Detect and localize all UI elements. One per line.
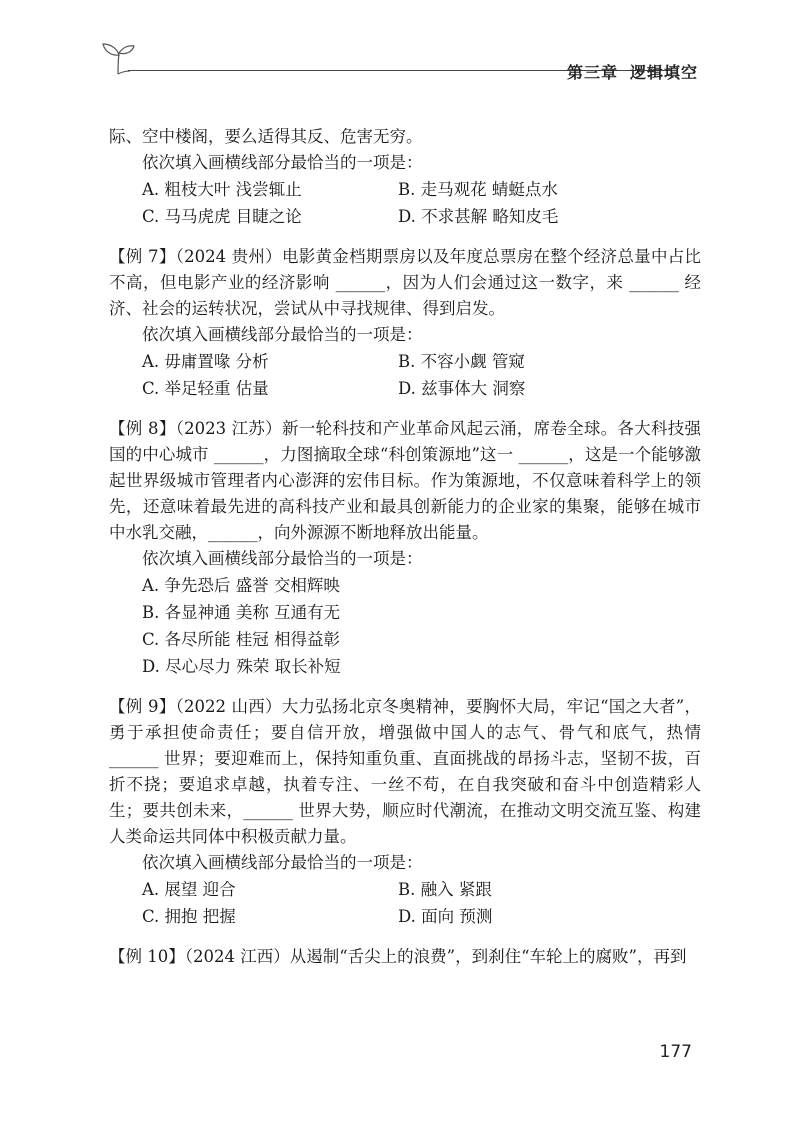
option-d: D. 尽心尽力 殊荣 取长补短 (142, 657, 341, 676)
chapter-number: 第三章 (566, 63, 618, 82)
options-grid (109, 176, 701, 230)
option-b: B. 走马观花 蜻蜓点水 (398, 180, 558, 199)
options-grid (109, 876, 701, 930)
example-9 (109, 694, 701, 930)
question-prompt: 依次填入画横线部分最恰当的一项是： (142, 325, 423, 344)
option-a: A. 毋庸置喙 分析 (142, 352, 269, 371)
example-text: 【例 7】（2024 贵州）电影黄金档期票房以及年度总票房在整个经济总量中占比不高，但电影产业的经济影响 ______，因为人们会通过这一数字，来 ______ 经济、社会的运转状况，尝试从中寻找规律、得到启发。 (109, 247, 701, 318)
example-text: 【例 9】（2022 山西）大力弘扬北京冬奥精神，要胸怀大局，牢记“国之大者”，勇于承担使命责任；要自信开放，增强做中国人的志气、骨气和底气，热情 ______ 世界；要迎难而上，保持知重负重、直面挑战的昂扬斗志，坚韧不拔，百折不挠；要追求卓越，执着专注、一丝不苟，在自我突破和奋斗中创造精彩人生；要共创未来，______ 世界大势，顺应时代潮流，在推动文明交流互鉴、构建人类命运共同体中积极贡献力量。 (109, 697, 701, 846)
option-b: B. 不容小觑 管窥 (398, 352, 525, 371)
option-a: A. 展望 迎合 (142, 880, 236, 899)
option-c: C. 各尽所能 桂冠 相得益彰 (142, 630, 341, 649)
option-c: C. 马马虎虎 目睫之论 (142, 207, 302, 226)
question-prompt: 依次填入画横线部分最恰当的一项是： (142, 153, 423, 172)
option-a: A. 粗枝大叶 浅尝辄止 (142, 180, 302, 199)
example-7 (109, 244, 701, 402)
option-d: D. 面向 预测 (398, 907, 493, 926)
chapter-heading (567, 60, 698, 83)
page-number: 177 (659, 1042, 692, 1062)
intro-text: 际、空中楼阁，要么适得其反、危害无穷。 (109, 127, 423, 146)
example-8 (109, 416, 701, 680)
option-b: B. 各显神通 美称 互通有无 (142, 603, 341, 622)
chapter-title: 逻辑填空 (629, 63, 698, 82)
question-prompt: 依次填入画横线部分最恰当的一项是： (142, 853, 423, 872)
option-d: D. 兹事体大 洞察 (398, 379, 526, 398)
page-header (98, 40, 698, 80)
example-text: 【例 10】（2024 江西）从遏制“舌尖上的浪费”，到刹住“车轮上的腐败”，再到 (109, 947, 687, 966)
option-c: C. 拥抱 把握 (142, 907, 236, 926)
intro-block (109, 124, 701, 230)
options-grid (109, 348, 701, 402)
example-10 (109, 944, 701, 970)
option-b: B. 融入 紧跟 (398, 880, 492, 899)
page-content (109, 124, 701, 970)
question-prompt: 依次填入画横线部分最恰当的一项是： (142, 549, 423, 568)
option-d: D. 不求甚解 略知皮毛 (398, 207, 559, 226)
option-a: A. 争先恐后 盛誉 交相辉映 (142, 576, 340, 595)
example-text: 【例 8】（2023 江苏）新一轮科技和产业革命风起云涌，席卷全球。各大科技强国的中心城市 ______，力图摘取全球“科创策源地”这一 ______，这是一个能够激起世界级城市管理者内心澎湃的宏伟目标。作为策源地，不仅意味着科学上的领先，还意味着最先进的高科技产业和最具创新能力的企业家的集聚，能够在城市中水乳交融，______，向外源源不断地释放出能量。 (109, 419, 701, 542)
option-c: C. 举足轻重 估量 (142, 379, 269, 398)
